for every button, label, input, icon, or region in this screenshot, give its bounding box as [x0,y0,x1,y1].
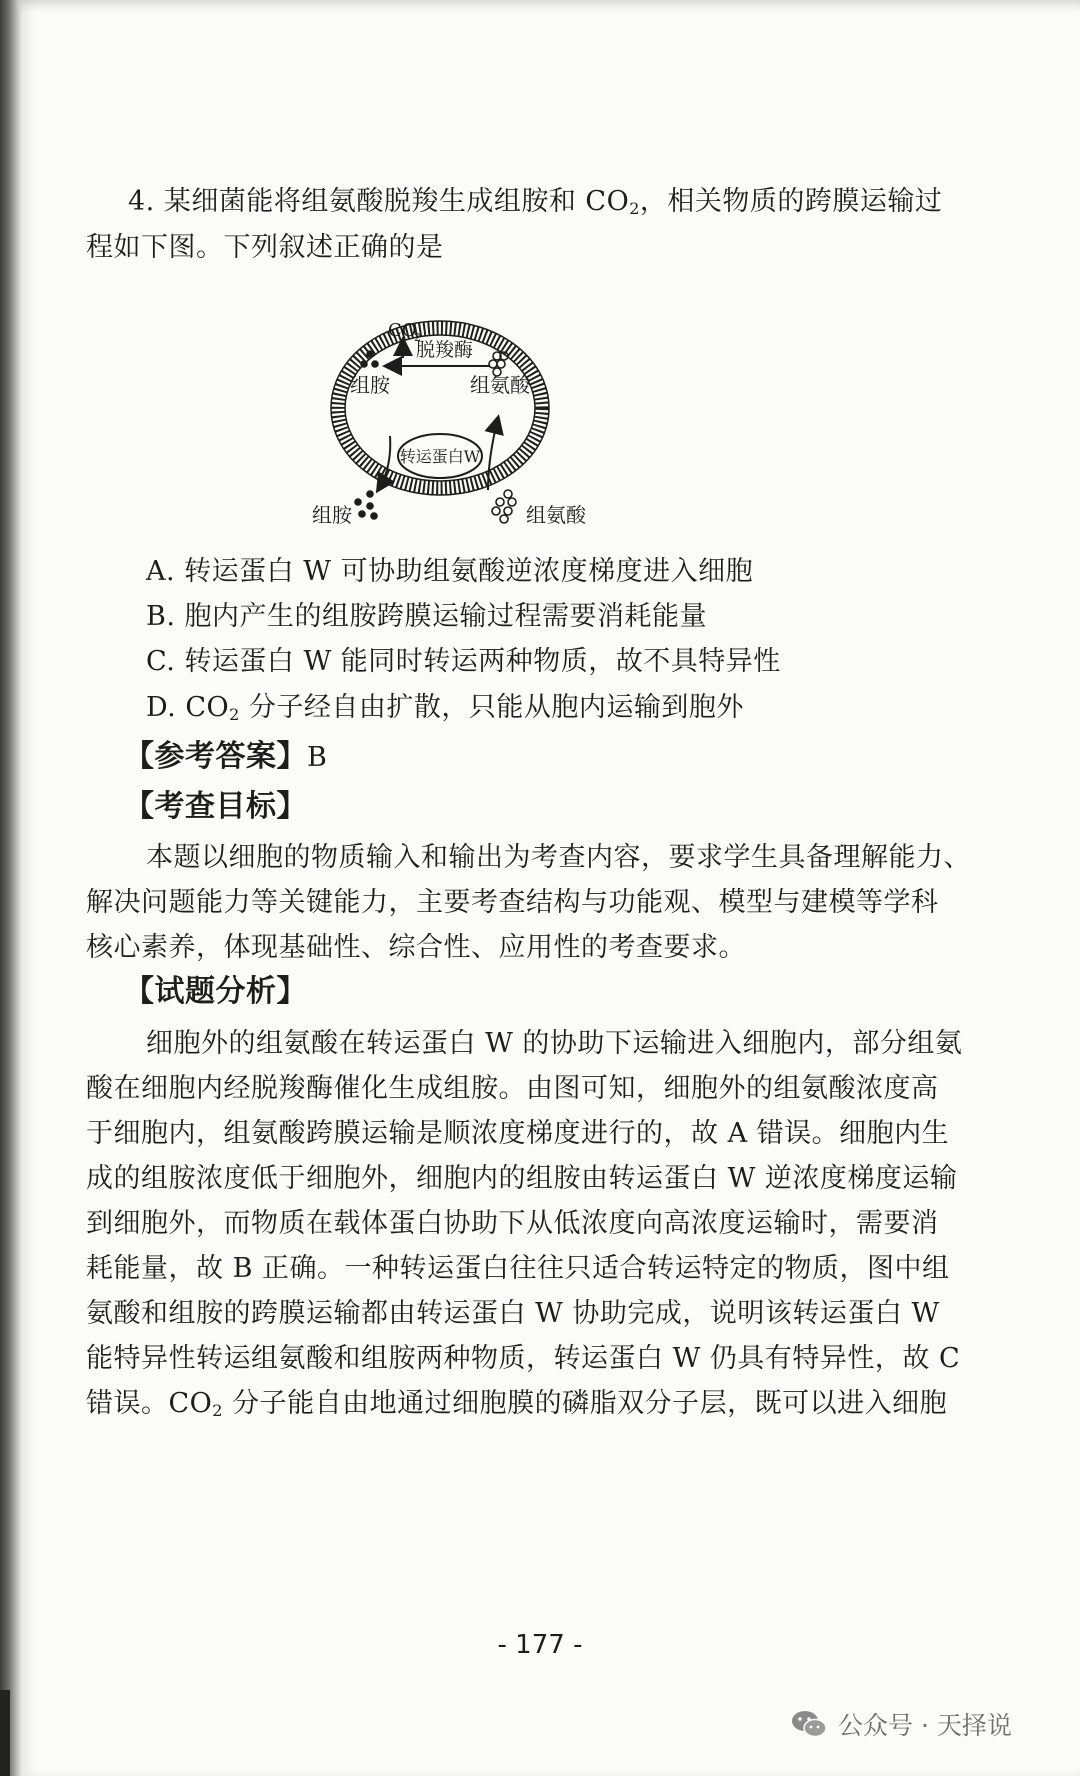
answer-value: B [307,742,328,773]
analysis-heading: 【试题分析】 [124,974,307,1009]
answer-heading: 【参考答案】 [124,739,307,774]
option-a: A. 转运蛋白 W 可协助组氨酸逆浓度梯度进入细胞 [146,556,754,587]
watermark-text: 公众号 · 天择说 [838,1711,1012,1740]
enzyme-label: 脱羧酶 [416,339,474,361]
histamine-outside-label: 组胺 [312,503,352,527]
goal-line-3: 核心素养，体现基础性、综合性、应用性的考查要求。 [86,932,746,963]
goal-heading: 【考查目标】 [124,789,307,824]
analysis-line-4: 成的组胺浓度低于细胞外，细胞内的组胺由转运蛋白 W 逆浓度梯度运输 [86,1163,958,1194]
analysis-line-8: 能特异性转运组氨酸和组胺两种物质，转运蛋白 W 仍具有特异性，故 C [86,1343,961,1374]
binding-mark [0,1690,10,1776]
histidine-circles-outside [492,490,516,523]
analysis-line-6: 耗能量，故 B 正确。一种转运蛋白往往只适合转运特定的物质，图中组 [86,1253,950,1284]
analysis-line-1: 细胞外的组氨酸在转运蛋白 W 的协助下运输进入细胞内，部分组氨 [146,1028,963,1059]
book-spine-shadow [0,0,24,1776]
analysis-line-9: 错误。$CO_2$ 分子能自由地通过细胞膜的磷脂双分子层，既可以进入细胞 [86,1388,948,1420]
option-c: C. 转运蛋白 W 能同时转运两种物质，故不具特异性 [146,646,781,677]
wechat-icon [790,1709,828,1739]
answer-line [124,737,964,778]
co2-label: CO [388,320,417,341]
analysis-line-2: 酸在细胞内经脱羧酶催化生成组胺。由图可知，细胞外的组氨酸浓度高 [86,1073,939,1104]
goal-line-2: 解决问题能力等关键能力，主要考查结构与功能观、模型与建模等学科 [86,887,939,918]
question-line-1: 4. 某细菌能将组氨酸脱羧生成组胺和 $CO_2$，相关物质的跨膜运输过 [128,186,943,218]
analysis-line-5: 到细胞外，而物质在载体蛋白协助下从低浓度向高浓度运输时，需要消 [86,1208,939,1239]
goal-line-1: 本题以细胞的物质输入和输出为考查内容，要求学生具备理解能力、 [146,842,971,873]
option-b: B. 胞内产生的组胺跨膜运输过程需要消耗能量 [146,601,708,632]
transporter-label: 转运蛋白W [399,447,481,466]
co2-subscript: 2 [414,331,421,344]
question-line-2: 程如下图。下列叙述正确的是 [86,232,444,263]
analysis-line-3: 于细胞内，组氨酸跨膜运输是顺浓度梯度进行的，故 A 错误。细胞内生 [86,1118,950,1149]
wechat-watermark [790,1704,1060,1744]
histamine-inside-label: 组胺 [350,373,390,397]
analysis-line-7: 氨酸和组胺的跨膜运输都由转运蛋白 W 协助完成，说明该转运蛋白 W [86,1298,940,1329]
histidine-outside-label: 组氨酸 [526,503,586,527]
page-number: - 177 - [497,1630,583,1660]
page-top-shadow [20,0,1080,12]
histidine-inside-label: 组氨酸 [470,373,530,397]
option-d: D. $CO_2$ 分子经自由扩散，只能从胞内运输到胞外 [146,692,744,724]
histamine-dots-outside [354,490,378,520]
